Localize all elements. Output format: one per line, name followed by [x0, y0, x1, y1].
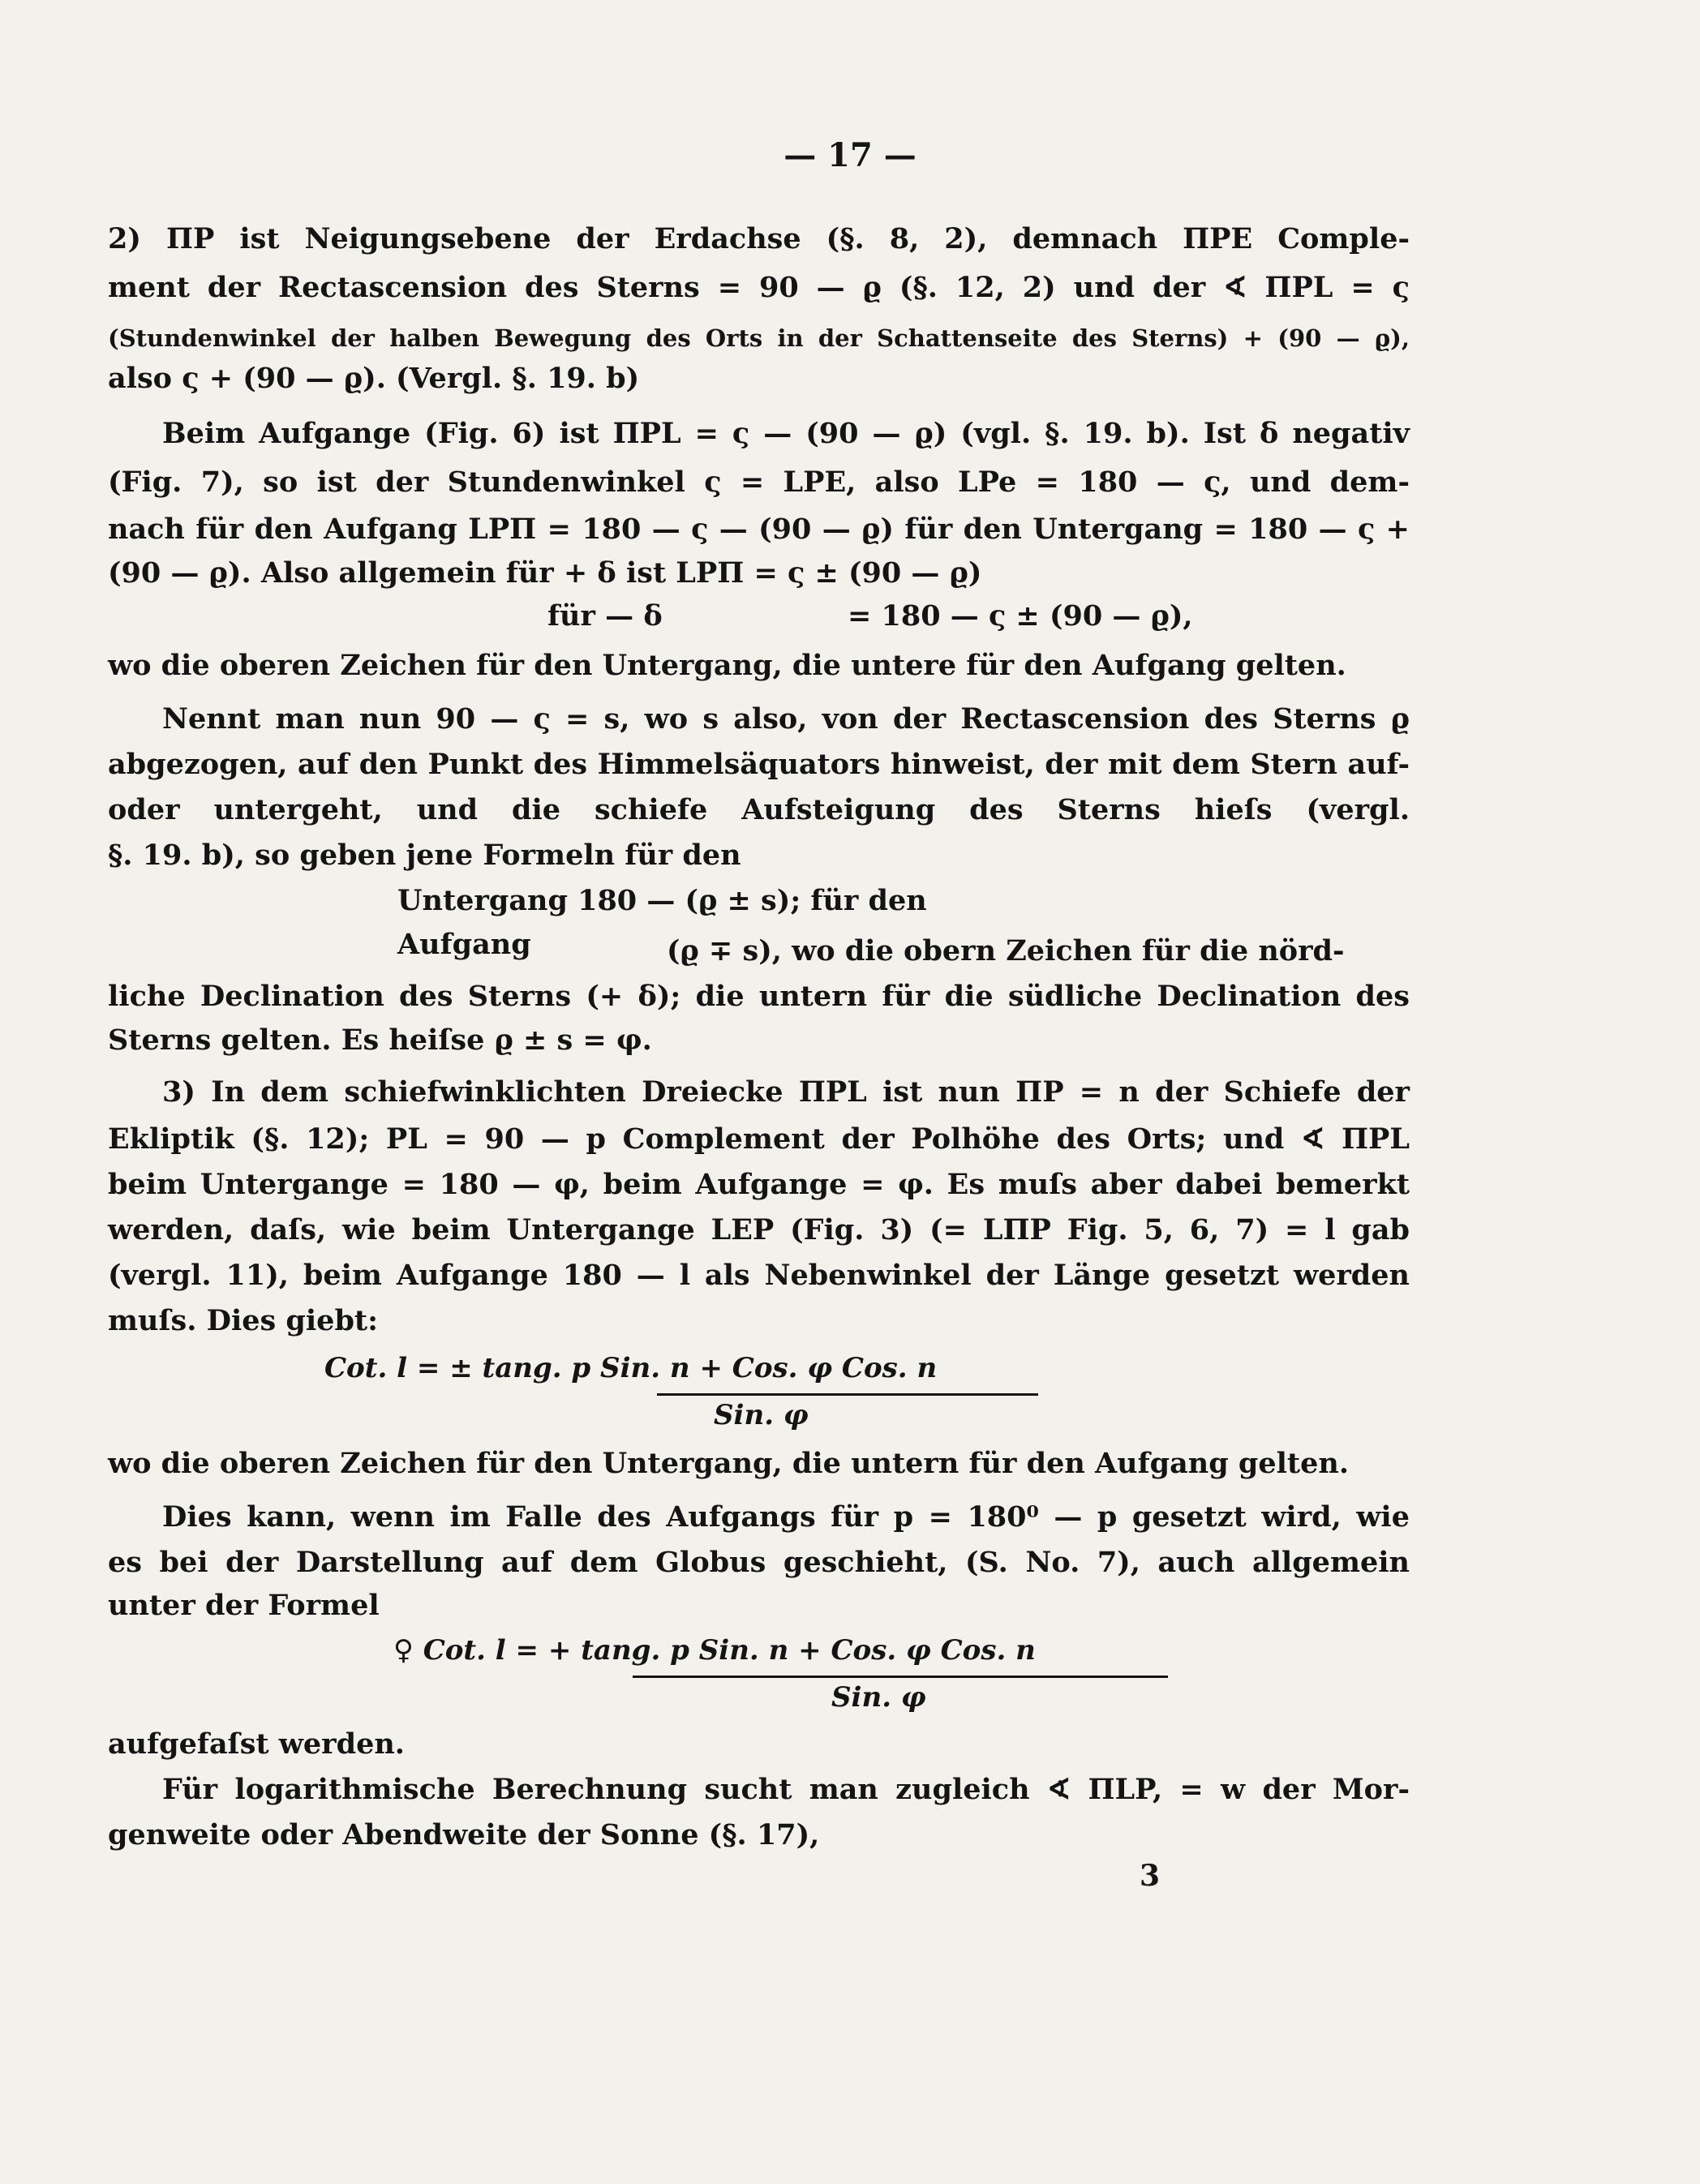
text-line: Dies kann, wenn im Falle des Aufgangs für p = 180⁰ — p gesetzt wird, wie — [162, 1500, 1410, 1534]
text-line: nach für den Aufgang LPΠ = 180 — ς — (90 — ϱ) für den Untergang = 180 — ς + — [108, 513, 1410, 546]
text-line: muſs. Dies giebt: — [108, 1304, 379, 1337]
text-line: Sterns gelten. Es heiſse ϱ ± s = φ. — [108, 1023, 652, 1057]
text-line: werden, daſs, wie beim Untergange LEP (Fig. 3) (= LΠP Fig. 5, 6, 7) = l gab — [108, 1213, 1410, 1246]
text-line: 2) ΠP ist Neigungsebene der Erdachse (§. 8, 2), demnach ΠPE Comple- — [108, 222, 1410, 255]
fraction-bar — [657, 1393, 1038, 1396]
text-line: oder untergeht, und die schiefe Aufsteigung des Sterns hieſs (vergl. — [108, 793, 1410, 826]
text-line: §. 19. b), so geben jene Formeln für den — [108, 839, 741, 872]
text-line: 3) In dem schiefwinklichten Dreiecke ΠPL ist nun ΠP = n der Schiefe der — [162, 1075, 1410, 1109]
page-number: — 17 — — [783, 136, 917, 174]
formula-numerator: ♀ Cot. l = + tang. p Sin. n + Cos. φ Cos. n — [393, 1634, 1036, 1667]
signature-mark: 3 — [1140, 1859, 1161, 1893]
text-line: unter der Formel — [108, 1589, 380, 1622]
text-line: Ekliptik (§. 12); PL = 90 — p Complement der Polhöhe des Orts; und ∢ ΠPL — [108, 1122, 1410, 1156]
text-line: (Stundenwinkel der halben Bewegung des Orts in der Schattenseite des Sterns) + (90 — ϱ), — [108, 324, 1410, 352]
text-line: wo die oberen Zeichen für den Untergang, die untern für den Aufgang gelten. — [108, 1447, 1350, 1480]
text-line: Untergang 180 — (ϱ ± s); für den — [397, 884, 927, 917]
text-line: es bei der Darstellung auf dem Globus geschieht, (S. No. 7), auch allgemein — [108, 1546, 1410, 1579]
text-line: genweite oder Abendweite der Sonne (§. 17), — [108, 1818, 820, 1851]
text-line: wo die oberen Zeichen für den Untergang, die untere für den Aufgang gelten. — [108, 649, 1346, 682]
text-line: ment der Rectascension des Sterns = 90 — ϱ (§. 12, 2) und der ∢ ΠPL = ς — [108, 271, 1410, 304]
text-line: (Fig. 7), so ist der Stundenwinkel ς = LPE, also LPe = 180 — ς, und dem- — [108, 466, 1410, 499]
text-line: (vergl. 11), beim Aufgange 180 — l als Nebenwinkel der Länge gesetzt werden — [108, 1259, 1410, 1292]
text-line: Nennt man nun 90 — ς = s, wo s also, von der Rectascension des Sterns ϱ — [162, 702, 1410, 736]
text-line: = 180 — ς ± (90 — ϱ), — [848, 599, 1193, 633]
text-line: Beim Aufgange (Fig. 6) ist ΠPL = ς — (90 — ϱ) (vgl. §. 19. b). Ist δ negativ — [162, 417, 1410, 450]
text-line: (ϱ ∓ s), wo die obern Zeichen für die nörd- — [667, 934, 1345, 968]
text-line: für — δ — [547, 599, 663, 633]
text-line: aufgefaſst werden. — [108, 1727, 405, 1761]
fraction-bar — [633, 1676, 1168, 1678]
text-line: Aufgang — [397, 928, 531, 961]
text-line: also ς + (90 — ϱ). (Vergl. §. 19. b) — [108, 362, 640, 395]
formula-denominator: Sin. φ — [714, 1399, 809, 1431]
text-line: Für logarithmische Berechnung sucht man zugleich ∢ ΠLP, = w der Mor- — [162, 1773, 1410, 1806]
text-line: beim Untergange = 180 — φ, beim Aufgange = φ. Es muſs aber dabei bemerkt — [108, 1168, 1410, 1201]
text-line: liche Declination des Sterns (+ δ); die untern für die südliche Declination des — [108, 980, 1410, 1013]
formula-numerator: Cot. l = ± tang. p Sin. n + Cos. φ Cos. n — [324, 1352, 938, 1384]
text-line: (90 — ϱ). Also allgemein für + δ ist LPΠ = ς ± (90 — ϱ) — [108, 556, 982, 590]
text-line: abgezogen, auf den Punkt des Himmelsäquators hinweist, der mit dem Stern auf- — [108, 748, 1410, 781]
formula-denominator: Sin. φ — [831, 1681, 926, 1714]
